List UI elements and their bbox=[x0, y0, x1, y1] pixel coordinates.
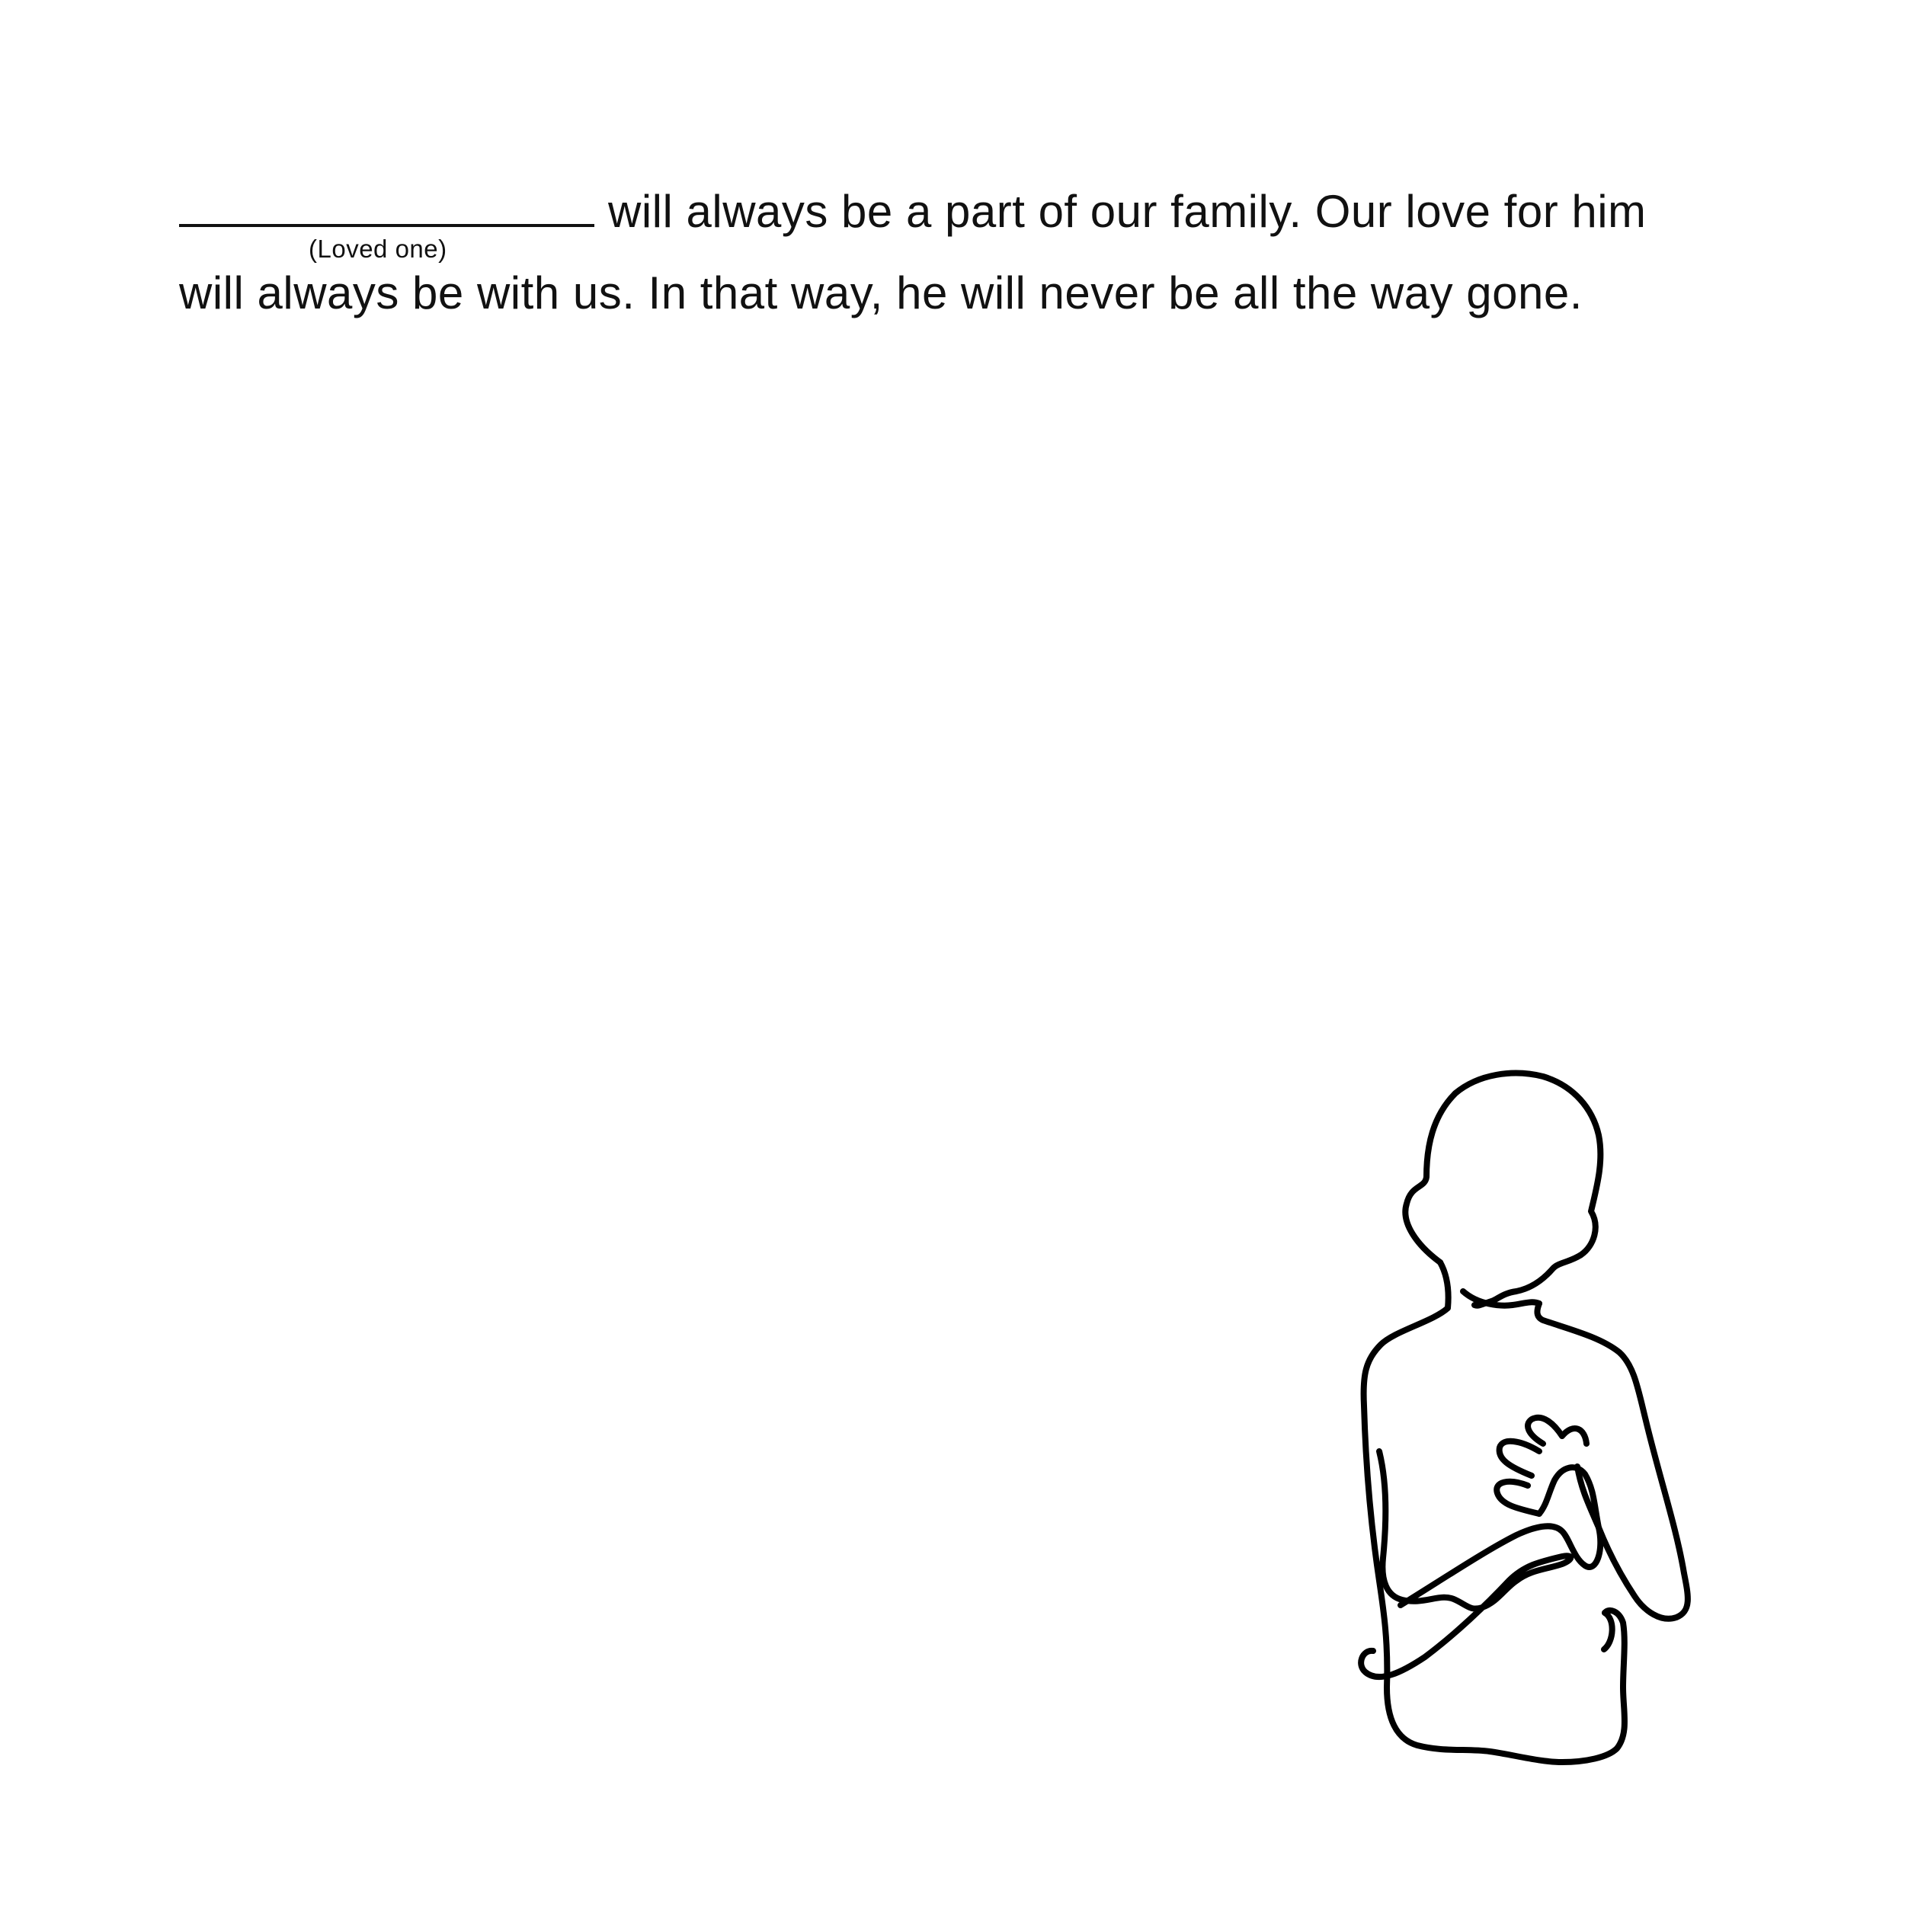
memory-statement bbox=[179, 181, 1779, 319]
person-hand-on-heart-line-drawing-icon bbox=[1311, 1063, 1768, 1794]
loved-one-blank[interactable] bbox=[179, 181, 594, 227]
head-outline bbox=[1405, 1073, 1600, 1306]
statement-line-1-text: will always be a part of our family. Our love for him bbox=[608, 186, 1647, 237]
statement-line-2: will always be with us. In that way, he will never be all the way gone. bbox=[179, 267, 1583, 318]
swirl-detail bbox=[1604, 1613, 1612, 1649]
statement-line-1 bbox=[179, 181, 1779, 263]
crossed-arm-outline bbox=[1401, 1467, 1600, 1605]
loved-one-caption: (Loved one) bbox=[309, 235, 447, 263]
right-shoulder-outline bbox=[1537, 1303, 1687, 1619]
